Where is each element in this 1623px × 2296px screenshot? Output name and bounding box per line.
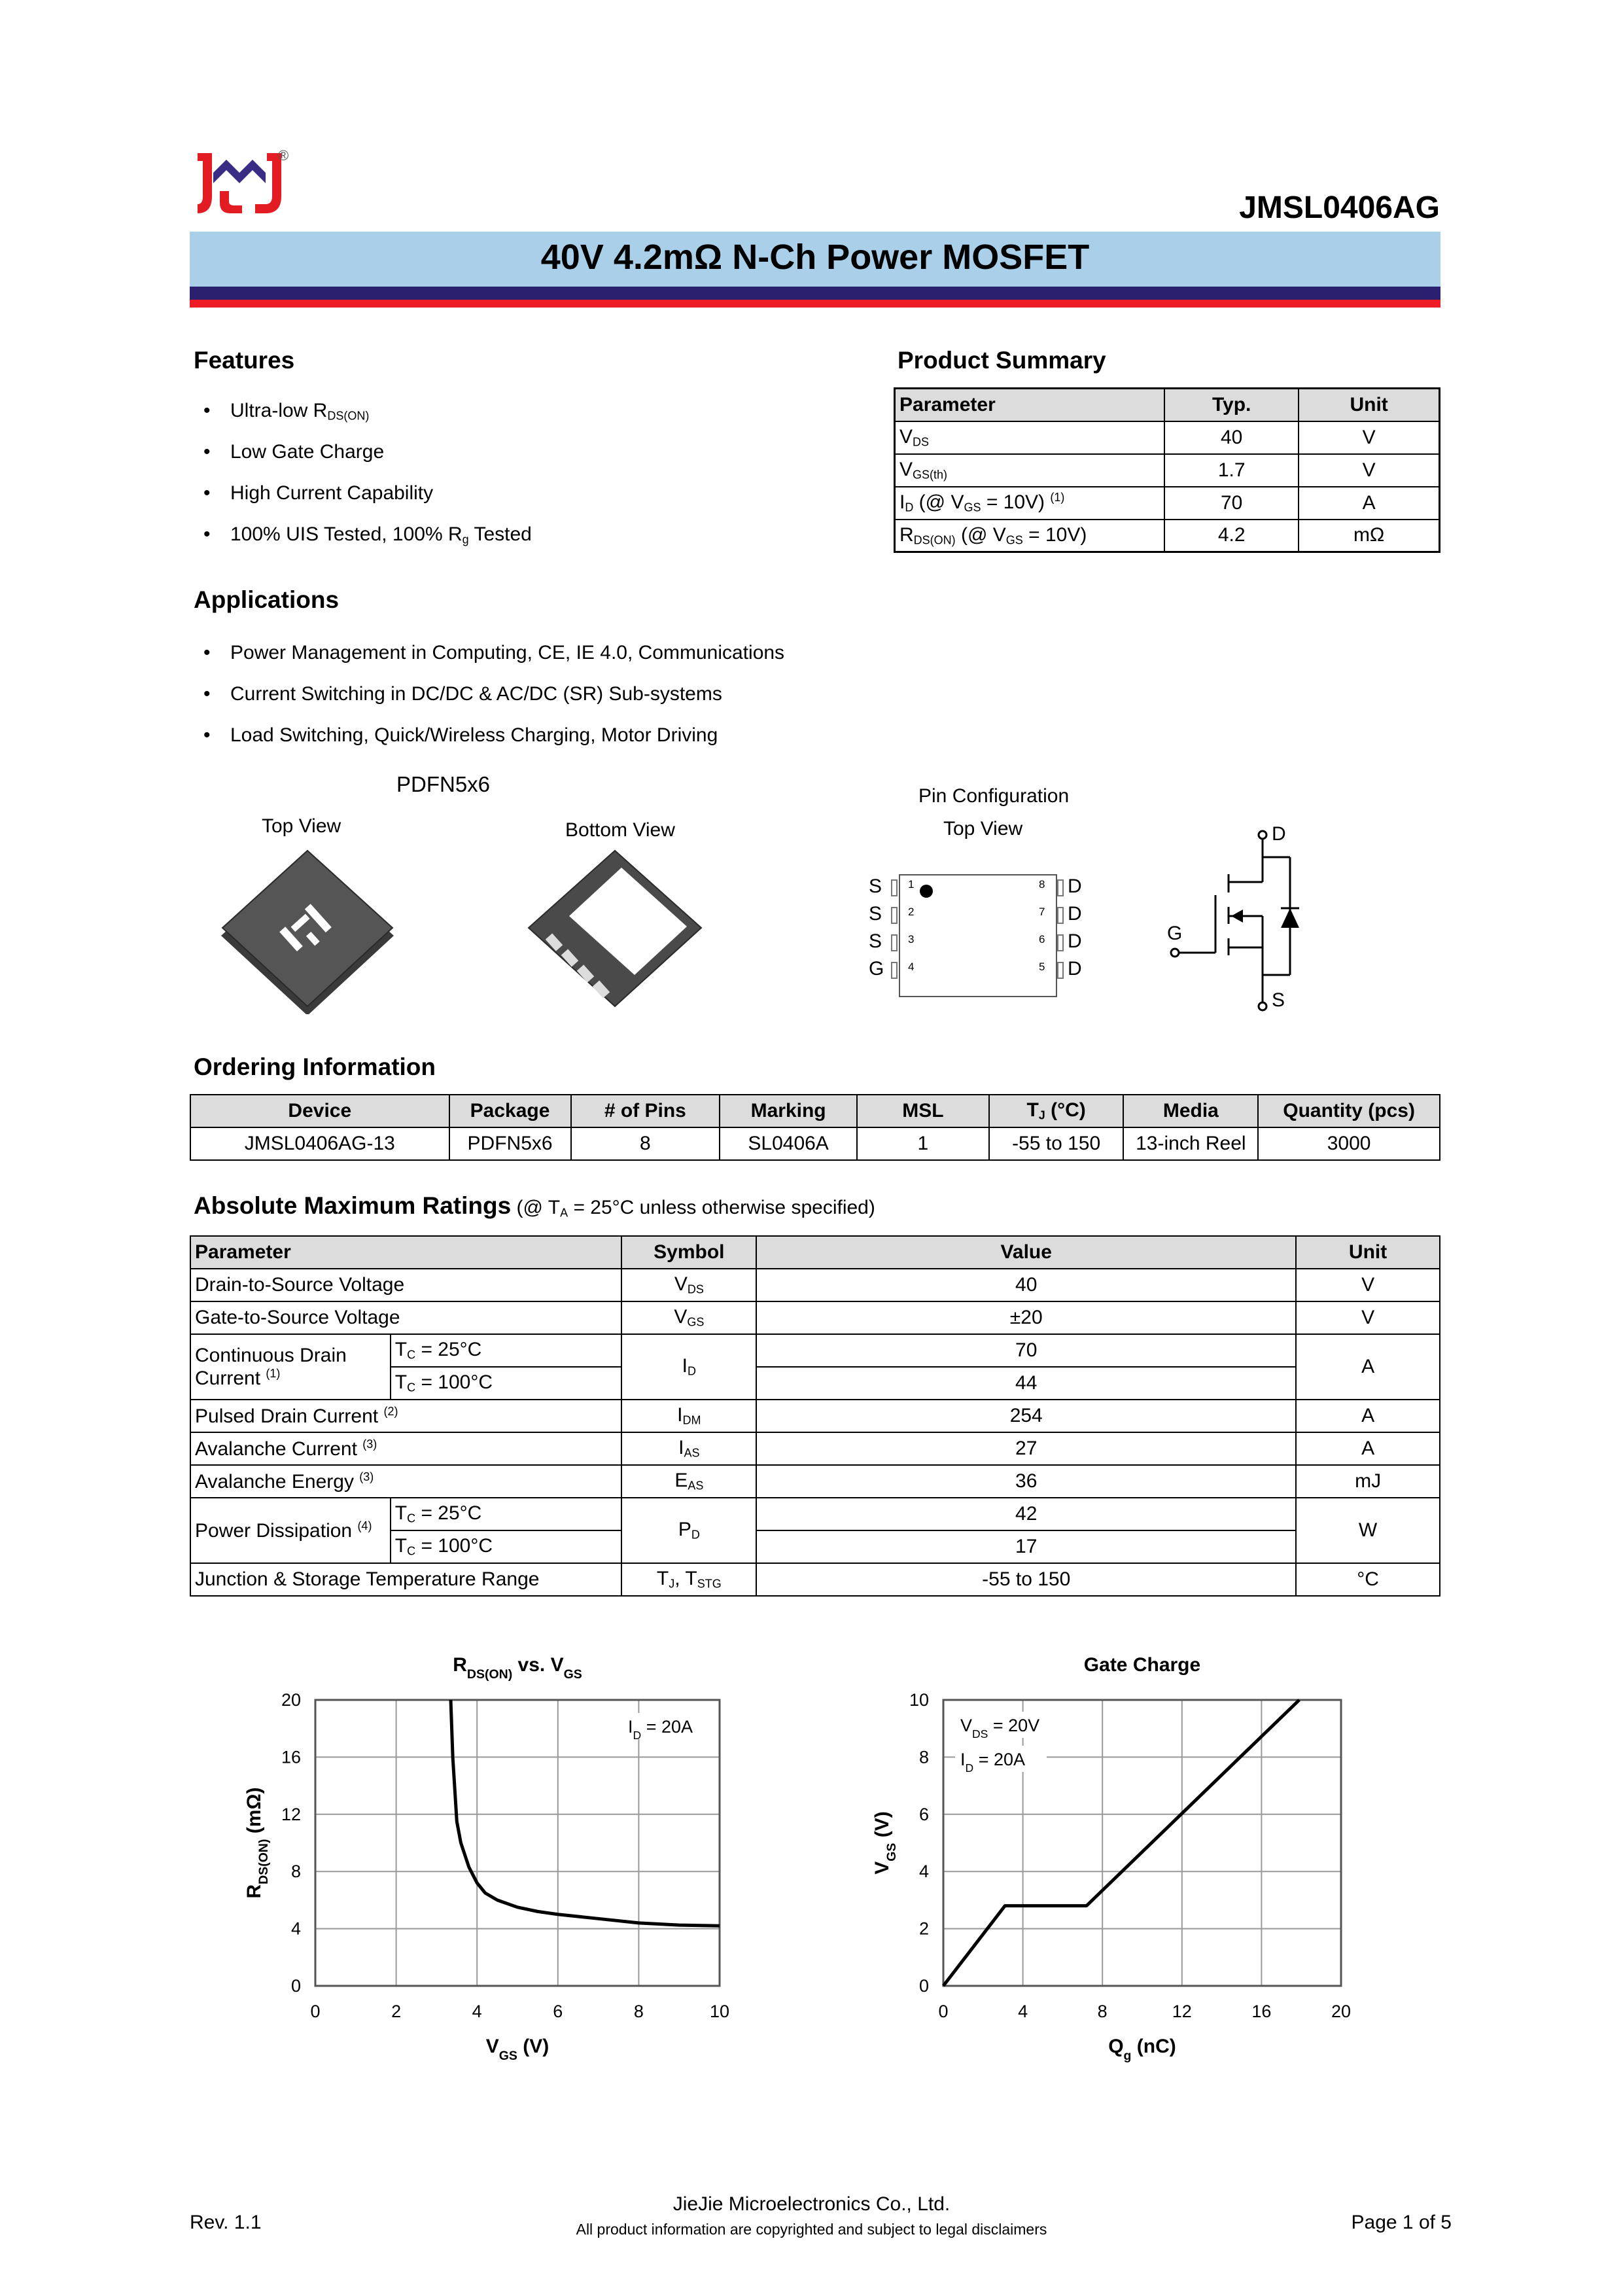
x-tick-label: 8 bbox=[633, 2002, 644, 2021]
order-cell: JMSL0406AG-13 bbox=[190, 1127, 449, 1160]
value-cell: -55 to 150 bbox=[756, 1563, 1296, 1596]
summary-unit: V bbox=[1299, 421, 1439, 454]
y-axis-label bbox=[243, 1787, 271, 1898]
registered-mark: ® bbox=[278, 147, 289, 164]
series-line bbox=[943, 1700, 1299, 1986]
col-unit: Unit bbox=[1296, 1236, 1440, 1269]
pin1-dot bbox=[920, 885, 933, 898]
feature-item: • High Current Capability bbox=[194, 480, 532, 521]
plot-frame bbox=[315, 1700, 720, 1986]
x-axis-label-part: (V) bbox=[517, 2036, 550, 2057]
abs-max-condition: (@ $T_A = 25^\circ C$ unless otherwise specified) bbox=[516, 1197, 875, 1220]
unit-cell: V bbox=[1296, 1301, 1440, 1334]
product-summary-title: Product Summary bbox=[898, 347, 1106, 374]
table-row bbox=[190, 1301, 1440, 1334]
summary-param: $I_D$ (@ $V_{GS} = 10V$) $^{(1)}$ bbox=[895, 487, 1165, 520]
symbol-cell: $P_D$ bbox=[621, 1498, 756, 1563]
condition-cell: $T_C = 100^\circ C$ bbox=[391, 1367, 622, 1400]
summary-param: $V_{GS(th)}$ bbox=[895, 454, 1165, 487]
unit-cell: W bbox=[1296, 1498, 1440, 1563]
features-title: Features bbox=[194, 347, 295, 374]
chart-title-part: vs. V bbox=[512, 1655, 564, 1676]
summary-unit: mΩ bbox=[1299, 520, 1439, 552]
col-symbol: Symbol bbox=[621, 1236, 756, 1269]
part-number: JMSL0406AG bbox=[1239, 190, 1440, 225]
y-tick-label: 6 bbox=[918, 1804, 929, 1824]
applications-list bbox=[194, 640, 784, 764]
plot-frame bbox=[943, 1700, 1341, 1986]
symbol-cell: $T_J$, $T_{STG}$ bbox=[621, 1563, 756, 1596]
y-tick-label: 2 bbox=[918, 1918, 929, 1939]
summary-unit: A bbox=[1299, 487, 1439, 520]
left-pins bbox=[869, 875, 915, 985]
y-tick-label: 4 bbox=[290, 1918, 301, 1939]
pin-row: 5 D bbox=[1039, 958, 1082, 980]
col-media: Media bbox=[1123, 1095, 1258, 1127]
application-item: • Load Switching, Quick/Wireless Charging, Motor Driving bbox=[194, 722, 784, 764]
chart-title-part: R bbox=[453, 1655, 467, 1676]
pin-row: S 1 bbox=[869, 875, 915, 897]
chart-annotation-part: V bbox=[960, 1716, 973, 1735]
y-axis-label-part: R bbox=[243, 1884, 265, 1899]
table-row bbox=[190, 1269, 1440, 1301]
x-axis-label-part: GS bbox=[498, 2049, 517, 2063]
table-row bbox=[895, 421, 1440, 454]
title-band-red bbox=[190, 300, 1440, 308]
y-tick-label: 4 bbox=[918, 1862, 929, 1882]
x-tick-label: 8 bbox=[1097, 2002, 1108, 2021]
symbol-cell: $I_{DM}$ bbox=[621, 1400, 756, 1432]
x-tick-label: 16 bbox=[1251, 2002, 1272, 2021]
applications-title: Applications bbox=[194, 586, 340, 613]
symbol-cell: $V_{GS}$ bbox=[621, 1301, 756, 1334]
param-cell: Pulsed Drain Current $^{(2)}$ bbox=[190, 1400, 621, 1432]
value-cell: 40 bbox=[756, 1269, 1296, 1301]
y-axis-label-part: GS bbox=[884, 1843, 899, 1862]
summary-value: 4.2 bbox=[1164, 520, 1299, 552]
col-parameter: Parameter bbox=[190, 1236, 621, 1269]
pin-row: 8 D bbox=[1039, 875, 1082, 897]
table-header-row bbox=[190, 1236, 1440, 1269]
table-row bbox=[190, 1334, 1440, 1367]
chart-title bbox=[1084, 1655, 1200, 1676]
pin-diagram-body bbox=[899, 874, 1057, 997]
order-cell: 8 bbox=[571, 1127, 720, 1160]
package-bottom-view-image bbox=[523, 844, 713, 1014]
pin-row: 6 D bbox=[1039, 930, 1082, 952]
y-axis-label-part: DS(ON) bbox=[256, 1839, 271, 1884]
chart-annotation-part: DS bbox=[972, 1727, 988, 1740]
abs-max-title-line bbox=[194, 1192, 875, 1220]
x-axis-label-part: (nC) bbox=[1131, 2036, 1176, 2057]
abs-max-title: Absolute Maximum Ratings bbox=[194, 1192, 512, 1219]
x-axis-label-part: g bbox=[1123, 2049, 1132, 2063]
y-tick-label: 8 bbox=[290, 1862, 301, 1882]
y-axis-label bbox=[871, 1811, 899, 1875]
order-cell: -55 to 150 bbox=[989, 1127, 1124, 1160]
top-view-label: Top View bbox=[262, 815, 341, 837]
pin-row: S 2 bbox=[869, 903, 915, 925]
chart-annotation-part: I bbox=[628, 1717, 633, 1737]
summary-value: 40 bbox=[1164, 421, 1299, 454]
unit-cell: A bbox=[1296, 1432, 1440, 1465]
col-quantity: Quantity (pcs) bbox=[1258, 1095, 1440, 1127]
chart-title-part: Gate Charge bbox=[1083, 1655, 1201, 1676]
x-tick-label: 20 bbox=[1331, 2002, 1352, 2021]
feature-item: • Ultra-low $R_{DS(ON)}$ bbox=[194, 398, 532, 439]
col-marking: Marking bbox=[720, 1095, 857, 1127]
param-cell: Gate-to-Source Voltage bbox=[190, 1301, 621, 1334]
page-number: Page 1 of 5 bbox=[1351, 2212, 1452, 2233]
feature-item: • 100% UIS Tested, 100% $R_g$ Tested bbox=[194, 521, 532, 563]
col-device: Device bbox=[190, 1095, 449, 1127]
y-tick-label: 10 bbox=[909, 1690, 929, 1710]
pin-row: S 3 bbox=[869, 930, 915, 952]
table-row bbox=[190, 1400, 1440, 1432]
y-tick-label: 0 bbox=[918, 1976, 929, 1996]
right-pins bbox=[1039, 875, 1091, 985]
rdson-vs-vgs-chart bbox=[236, 1655, 759, 2074]
y-tick-label: 8 bbox=[918, 1747, 929, 1767]
title-band-navy bbox=[190, 287, 1440, 300]
page-title: 40V 4.2mΩ N-Ch Power MOSFET bbox=[540, 238, 1090, 277]
value-cell: 42 bbox=[756, 1498, 1296, 1530]
col-msl: MSL bbox=[857, 1095, 989, 1127]
x-tick-label: 12 bbox=[1172, 2002, 1192, 2021]
chart-annotation-part: D bbox=[633, 1729, 642, 1742]
col-parameter: Parameter bbox=[895, 389, 1165, 421]
symbol-cell: $E_{AS}$ bbox=[621, 1465, 756, 1498]
order-cell: 1 bbox=[857, 1127, 989, 1160]
y-axis-label-part: (V) bbox=[871, 1811, 893, 1843]
company-name: JieJie Microelectronics Co., Ltd. bbox=[672, 2193, 951, 2215]
y-tick-label: 16 bbox=[281, 1747, 301, 1767]
param-cell: Continuous Drain Current $^{(1)}$ bbox=[190, 1334, 391, 1400]
bottom-view-label: Bottom View bbox=[565, 819, 675, 841]
value-cell: 70 bbox=[756, 1334, 1296, 1367]
company-logo bbox=[194, 150, 285, 222]
application-item: • Current Switching in DC/DC & AC/DC (SR) Sub-systems bbox=[194, 681, 784, 722]
x-axis-label-part: Q bbox=[1108, 2036, 1124, 2057]
x-tick-label: 0 bbox=[938, 2002, 949, 2021]
product-summary-table bbox=[894, 387, 1440, 553]
summary-value: 1.7 bbox=[1164, 454, 1299, 487]
param-cell: Drain-to-Source Voltage bbox=[190, 1269, 621, 1301]
y-axis-label-part: V bbox=[871, 1861, 893, 1875]
pin-label-d: D bbox=[1272, 823, 1286, 845]
y-axis-label-part: (mΩ) bbox=[243, 1787, 265, 1839]
chart-annotation-part: = 20V bbox=[988, 1716, 1040, 1735]
revision: Rev. 1.1 bbox=[190, 2212, 262, 2233]
y-tick-label: 12 bbox=[281, 1804, 301, 1824]
package-name: PDFN5x6 bbox=[396, 772, 491, 796]
x-axis-label bbox=[1108, 2036, 1176, 2063]
table-row bbox=[190, 1563, 1440, 1596]
unit-cell: A bbox=[1296, 1334, 1440, 1400]
summary-value: 70 bbox=[1164, 487, 1299, 520]
table-row bbox=[895, 487, 1440, 520]
order-cell: 13-inch Reel bbox=[1123, 1127, 1258, 1160]
value-cell: 36 bbox=[756, 1465, 1296, 1498]
col-package: Package bbox=[449, 1095, 571, 1127]
y-tick-label: 20 bbox=[281, 1690, 301, 1710]
value-cell: 254 bbox=[756, 1400, 1296, 1432]
chart-annotation-part: = 20A bbox=[973, 1750, 1025, 1769]
disclaimer: All product information are copyrighted and subject to legal disclaimers bbox=[576, 2221, 1047, 2238]
condition-cell: $T_C = 25^\circ C$ bbox=[391, 1334, 622, 1367]
pin-row: G 4 bbox=[869, 958, 915, 980]
order-cell: 3000 bbox=[1258, 1127, 1440, 1160]
unit-cell: °C bbox=[1296, 1563, 1440, 1596]
features-list bbox=[194, 398, 532, 563]
unit-cell: A bbox=[1296, 1400, 1440, 1432]
col-tj: $T_J$ (°C) bbox=[989, 1095, 1124, 1127]
summary-unit: V bbox=[1299, 454, 1439, 487]
param-cell: Avalanche Current $^{(3)}$ bbox=[190, 1432, 621, 1465]
gate-charge-chart bbox=[864, 1655, 1400, 2074]
x-tick-label: 2 bbox=[391, 2002, 402, 2021]
abs-max-table bbox=[190, 1235, 1440, 1597]
unit-cell: mJ bbox=[1296, 1465, 1440, 1498]
pin-config-title: Pin Configuration bbox=[918, 785, 1070, 807]
x-axis-label-part: V bbox=[485, 2036, 499, 2057]
condition-cell: $T_C = 100^\circ C$ bbox=[391, 1530, 622, 1563]
pin-config-view-label: Top View bbox=[943, 818, 1023, 839]
x-tick-label: 4 bbox=[472, 2002, 482, 2021]
table-row bbox=[895, 520, 1440, 552]
x-tick-label: 0 bbox=[310, 2002, 321, 2021]
symbol-cell: $I_D$ bbox=[621, 1334, 756, 1400]
col-pins: # of Pins bbox=[571, 1095, 720, 1127]
application-item: • Power Management in Computing, CE, IE 4.0, Communications bbox=[194, 640, 784, 681]
table-row bbox=[190, 1127, 1440, 1160]
unit-cell: V bbox=[1296, 1269, 1440, 1301]
chart-annotation-part: I bbox=[960, 1750, 966, 1769]
param-cell: Power Dissipation $^{(4)}$ bbox=[190, 1498, 391, 1563]
order-cell: SL0406A bbox=[720, 1127, 857, 1160]
symbol-cell: $V_{DS}$ bbox=[621, 1269, 756, 1301]
col-value: Value bbox=[756, 1236, 1296, 1269]
pin-label-s: S bbox=[1272, 989, 1285, 1011]
value-cell: 27 bbox=[756, 1432, 1296, 1465]
value-cell: ±20 bbox=[756, 1301, 1296, 1334]
pin-row: 7 D bbox=[1039, 903, 1082, 925]
col-unit: Unit bbox=[1299, 389, 1439, 421]
table-row bbox=[895, 454, 1440, 487]
summary-param: $V_{DS}$ bbox=[895, 421, 1165, 454]
feature-item: • Low Gate Charge bbox=[194, 439, 532, 480]
y-tick-label: 0 bbox=[290, 1976, 301, 1996]
chart-title-part: DS(ON) bbox=[466, 1667, 513, 1682]
param-cell: Avalanche Energy $^{(3)}$ bbox=[190, 1465, 621, 1498]
table-row bbox=[190, 1432, 1440, 1465]
x-tick-label: 6 bbox=[553, 2002, 563, 2021]
value-cell: 17 bbox=[756, 1530, 1296, 1563]
x-tick-label: 4 bbox=[1018, 2002, 1028, 2021]
order-cell: PDFN5x6 bbox=[449, 1127, 571, 1160]
x-axis-label bbox=[486, 2036, 550, 2063]
table-row bbox=[190, 1498, 1440, 1530]
ordering-title: Ordering Information bbox=[194, 1053, 436, 1080]
value-cell: 44 bbox=[756, 1367, 1296, 1400]
x-tick-label: 10 bbox=[709, 2002, 730, 2021]
chart-annotation-part: D bbox=[965, 1761, 974, 1775]
symbol-cell: $I_{AS}$ bbox=[621, 1432, 756, 1465]
col-typ: Typ. bbox=[1164, 389, 1299, 421]
pin-label-g: G bbox=[1167, 923, 1183, 944]
table-header-row bbox=[190, 1095, 1440, 1127]
condition-cell: $T_C = 25^\circ C$ bbox=[391, 1498, 622, 1530]
param-cell: Junction & Storage Temperature Range bbox=[190, 1563, 621, 1596]
chart-title-part: GS bbox=[563, 1667, 582, 1682]
summary-param: $R_{DS(ON)}$ (@ $V_{GS} = 10V$) bbox=[895, 520, 1165, 552]
chart-annotation-part: = 20A bbox=[641, 1717, 693, 1737]
mosfet-symbol bbox=[1168, 824, 1299, 1014]
table-header-row bbox=[895, 389, 1440, 421]
table-row bbox=[190, 1465, 1440, 1498]
ordering-table bbox=[190, 1094, 1440, 1161]
chart-title bbox=[453, 1655, 582, 1682]
package-top-view-image bbox=[209, 844, 406, 1014]
